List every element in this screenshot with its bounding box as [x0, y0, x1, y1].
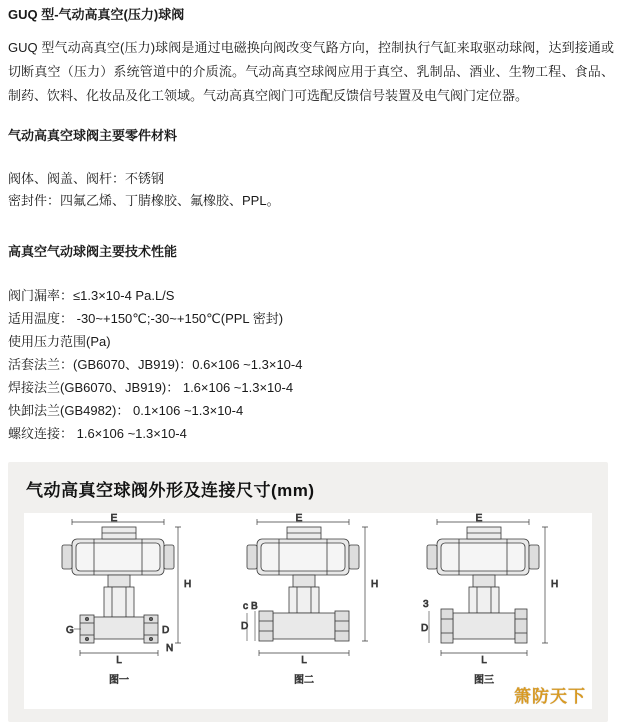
figure-panel: [8, 462, 608, 722]
specs-item: 阀门漏率：≤1.3×10-4 Pa.L/S: [8, 288, 175, 303]
figure-title: 气动高真空球阀外形及连接尺寸(mm): [26, 481, 315, 500]
svg-text:图三: 图三: [474, 675, 494, 686]
materials-heading: 气动高真空球阀主要零件材料: [8, 128, 178, 143]
specs-item: 使用压力范围(Pa): [8, 334, 111, 349]
svg-text:H: H: [184, 579, 192, 590]
materials-list: [8, 168, 614, 212]
materials-item: 阀体、阀盖、阀杆：不锈钢: [8, 171, 165, 186]
page-title: GUQ 型-气动高真空(压力)球阀: [8, 7, 185, 22]
svg-text:D: D: [162, 625, 170, 636]
intro-paragraph: GUQ 型气动高真空(压力)球阀是通过电磁换向阀改变气路方向，控制执行气缸来取驱动球阀，达到接通或切断真空（压力）系统管道中的介质流。气动高真空球阀应用于真空、乳制品、酒业、生物工程、食品、制药、饮料、化妆品及化工领域。气动高真空阀门可选配反馈信号装置及电气阀门定位器。: [8, 40, 614, 103]
svg-text:c: c: [243, 601, 248, 612]
svg-text:N: N: [166, 643, 174, 654]
specs-item: 活套法兰：(GB6070、JB919)：0.6×106 ~1.3×10-4: [8, 357, 303, 372]
svg-text:D: D: [421, 623, 429, 634]
svg-text:图一: 图一: [109, 675, 129, 686]
specs-item: 快卸法兰(GB4982)： 0.1×106 ~1.3×10-4: [8, 403, 244, 418]
specs-item: 螺纹连接： 1.6×106 ~1.3×10-4: [8, 426, 187, 441]
svg-text:图二: 图二: [294, 675, 314, 686]
valve-drawings-svg: [24, 513, 592, 709]
svg-text:G: G: [66, 625, 74, 636]
svg-text:L: L: [481, 655, 487, 666]
svg-text:D: D: [241, 621, 249, 632]
specs-item: 适用温度： -30~+150℃;-30~+150℃(PPL 密封): [8, 311, 284, 326]
specs-heading: 高真空气动球阀主要技术性能: [8, 244, 178, 259]
svg-text:B: B: [251, 601, 258, 612]
svg-text:E: E: [475, 513, 483, 524]
svg-text:3: 3: [423, 599, 429, 610]
svg-text:E: E: [110, 513, 118, 524]
figure-canvas: [24, 513, 592, 709]
specs-list: [8, 284, 614, 445]
svg-text:H: H: [371, 579, 379, 590]
svg-text:L: L: [301, 655, 307, 666]
svg-text:H: H: [551, 579, 559, 590]
svg-text:E: E: [295, 513, 303, 524]
specs-item: 焊接法兰(GB6070、JB919)： 1.6×106 ~1.3×10-4: [8, 380, 294, 395]
watermark: 箫防天下: [514, 687, 586, 707]
materials-item: 密封件：四氟乙烯、丁腈橡胶、氟橡胶、PPL。: [8, 193, 280, 208]
svg-text:L: L: [116, 655, 122, 666]
